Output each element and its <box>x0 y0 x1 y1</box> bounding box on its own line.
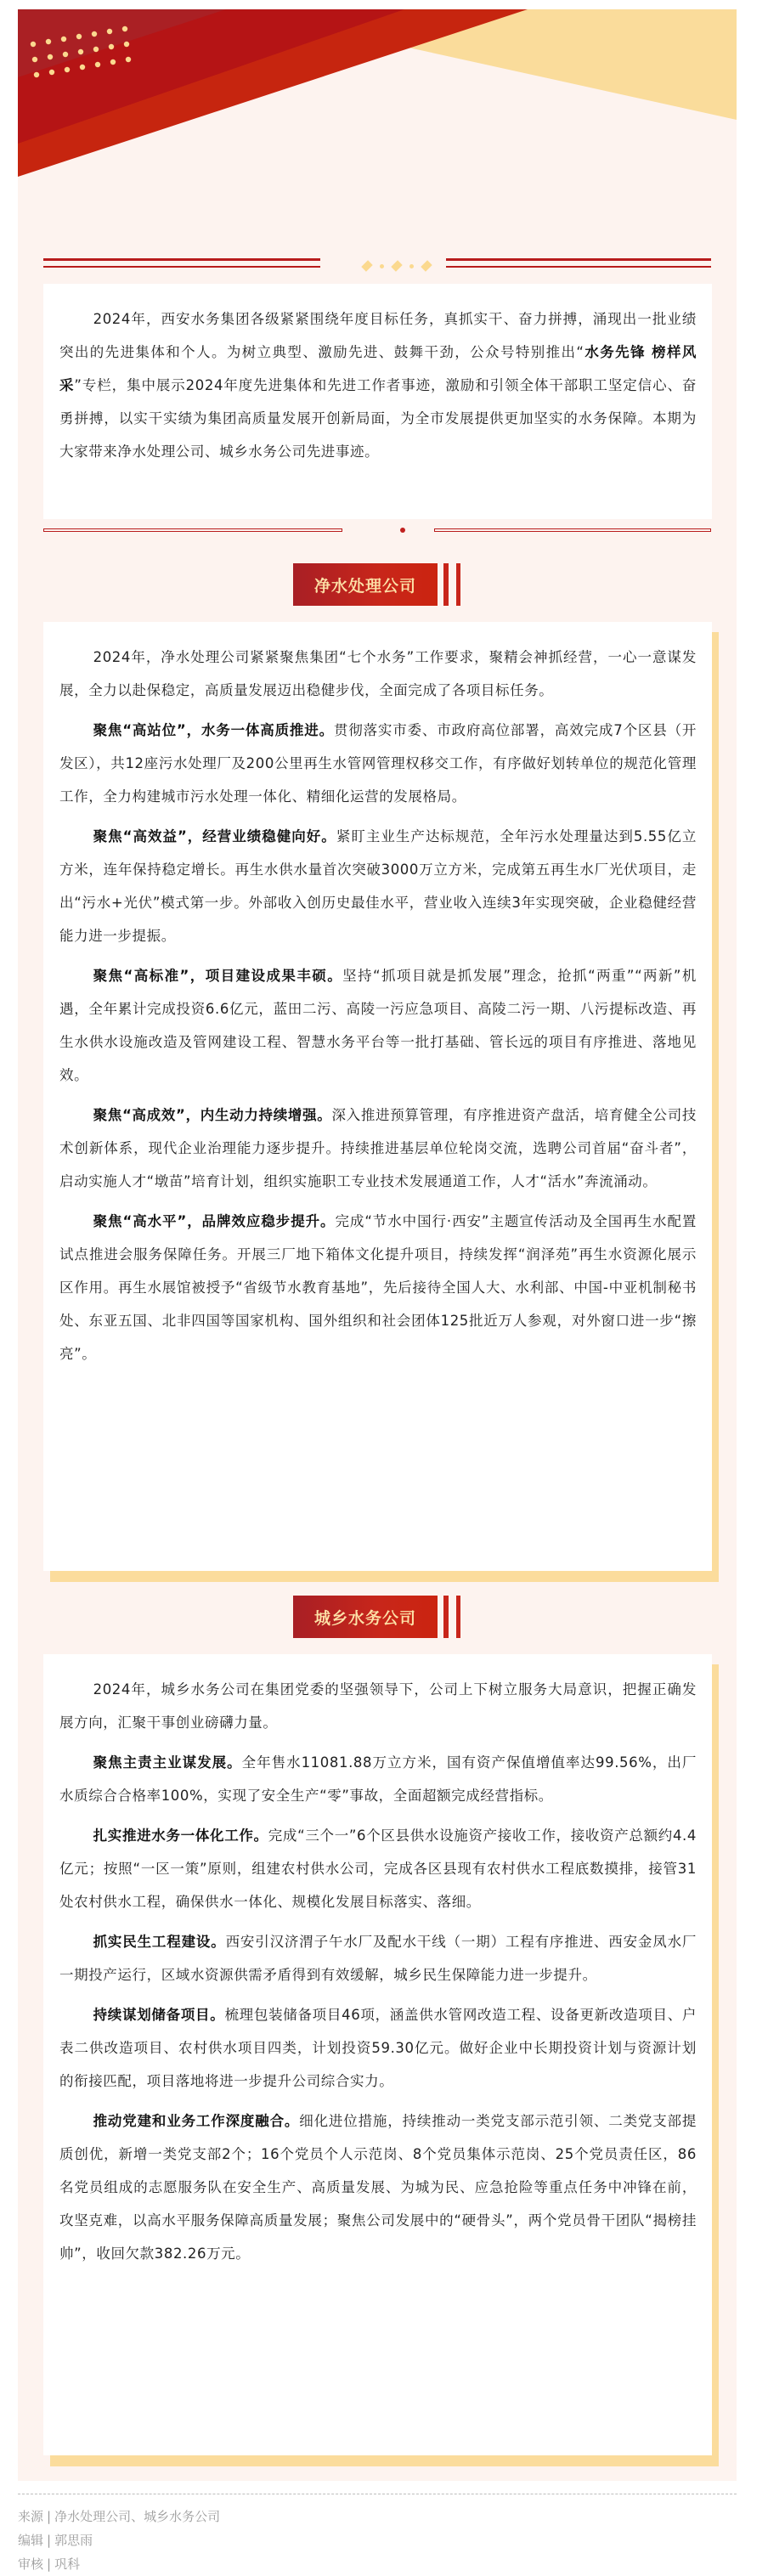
section-box-jingshui <box>43 622 712 1571</box>
paragraph: 持续谋划储备项目。梳理包装储备项目46项，涵盖供水管网改造工程、设备更新改造项目、户表二供改造项目、农村供水项目四类，计划投资59.30亿元。做好企业中长期投资计划与资源计划的衔接匹配，项目落地将进一步提升公司综合实力。 <box>59 2007 697 2089</box>
section-box-chengxiang <box>43 1654 712 2455</box>
paragraph-heading: 聚焦“高站位”，水务一体高质推进。 <box>93 722 334 738</box>
article-card <box>18 9 737 2481</box>
paragraph: 聚焦“高效益”，经营业绩稳健向好。紧盯主业生产达标规范，全年污水处理量达到5.55亿立方米，连年保持稳定增长。再生水供水量首次突破3000万立方米，完成第五再生水厂光伏项目，走出“污水+光伏”模式第一步。外部收入创历史最佳水平，营业收入连续3年实现突破，企业稳健经营能力进一步提振。 <box>59 828 697 944</box>
paragraph-heading: 扎实推进水务一体化工作。 <box>93 1827 268 1844</box>
paragraph: 抓实民生工程建设。西安引汉济渭子午水厂及配水干线（一期）工程有序推进、西安金凤水厂一期投产运行，区域水资源供需矛盾得到有效缓解，城乡民生保障能力进一步提升。 <box>59 1934 697 1983</box>
section-title: 净水处理公司 <box>293 563 438 606</box>
dot-icon <box>400 528 405 533</box>
diamond-ornament-icon <box>363 260 431 272</box>
section-header-chengxiang <box>293 1596 463 1638</box>
paragraph-heading: 聚焦主责主业谋发展。 <box>93 1754 242 1771</box>
column-name: 水务先锋 榜样风采 <box>59 344 697 393</box>
paragraph-heading: 聚焦“高效益”，经营业绩稳健向好。 <box>93 828 336 845</box>
paragraph-heading: 聚焦“高水平”，品牌效应稳步提升。 <box>93 1213 336 1229</box>
credit-source: 来源 | 净水处理公司、城乡水务公司 <box>18 2509 221 2524</box>
section-header-jingshui <box>293 563 463 606</box>
banner-graphic-icon <box>18 9 737 264</box>
paragraph: 聚焦“高站位”，水务一体高质推进。贯彻落实市委、市政府高位部署，高效完成7个区县（开发区），共12座污水处理厂及200公里再生水管网管理权移交工作，有序做好划转单位的规范化管理工作，全力构建城市污水处理一体化、精细化运营的发展格局。 <box>59 722 697 805</box>
article-credits <box>18 2505 220 2576</box>
paragraph: 扎实推进水务一体化工作。完成“三个一”6个区县供水设施资产接收工作，接收资产总额约4.4亿元；按照“一区一策”原则，组建农村供水公司，完成各区县现有农村供水工程底数摸排，接管31处农村供水工程，确保供水一体化、规模化发展目标落实、落细。 <box>59 1827 697 1910</box>
credit-reviewer: 审核 | 巩科 <box>18 2556 81 2572</box>
header-banner <box>18 9 737 264</box>
paragraph: 聚焦“高成效”，内生动力持续增强。深入推进预算管理，有序推进资产盘活，培育健全公司技术创新体系，现代企业治理能力逐步提升。持续推进基层单位轮岗交流，选聘公司首届“奋斗者”，启动实施人才“墩苗”培育计划，组织实施职工专业技术发展通道工作，人才“活水”奔流涌动。 <box>59 1107 697 1189</box>
paragraph-heading: 持续谋划储备项目。 <box>93 2007 225 2023</box>
paragraph-heading: 抓实民生工程建设。 <box>93 1934 226 1950</box>
paragraph: 聚焦“高标准”，项目建设成果丰硕。坚持“抓项目就是抓发展”理念，抢抓“两重”“两新”机遇，全年累计完成投资6.6亿元，蓝田二污、高陵一污应急项目、高陵二污一期、八污提标改造、再生水供水设施改造及管网建设工程、智慧水务平台等一批打基础、管长远的项目有序推进、落地见效。 <box>59 968 697 1083</box>
section-divider <box>43 528 711 536</box>
intro-box <box>43 284 712 519</box>
credit-editor: 编辑 | 郭思雨 <box>18 2533 93 2548</box>
intro-paragraph: 2024年，西安水务集团各级紧紧围绕年度目标任务，真抓实干、奋力拼搏，涌现出一批业绩突出的先进集体和个人。为树立典型、激励先进、鼓舞干劲，公众号特别推出“水务先锋 榜样风采”专栏，集中展示2024年度先进集体和先进工作者事迹，激励和引领全体干部职工坚定信心、奋勇拼搏，以实干实绩为集团高质量发展开创新局面，为全市发展提供更加坚实的水务保障。本期为大家带来净水处理公司、城乡水务公司先进事迹。 <box>59 311 697 460</box>
paragraph: 聚焦“高水平”，品牌效应稳步提升。完成“节水中国行·西安”主题宣传活动及全国再生水配置试点推进会服务保障任务。开展三厂地下箱体文化提升项目，持续发挥“润泽苑”再生水资源化展示区作用。再生水展馆被授予“省级节水教育基地”，先后接待全国人大、水利部、中国-中亚机制秘书处、东亚五国、北非四国等国家机构、国外组织和社会团体125批近万人参观，对外窗口进一步“擦亮”。 <box>59 1213 697 1362</box>
paragraph: 2024年，净水处理公司紧紧聚焦集团“七个水务”工作要求，聚精会神抓经营，一心一意谋发展，全力以赴保稳定，高质量发展迈出稳健步伐，全面完成了各项目标任务。 <box>59 649 697 698</box>
paragraph-heading: 聚焦“高标准”，项目建设成果丰硕。 <box>93 968 343 984</box>
paragraph-heading: 聚焦“高成效”，内生动力持续增强。 <box>93 1107 332 1123</box>
section-title: 城乡水务公司 <box>293 1596 438 1638</box>
ornamental-divider <box>43 258 711 270</box>
paragraph: 2024年，城乡水务公司在集团党委的坚强领导下，公司上下树立服务大局意识，把握正确发展方向，汇聚干事创业磅礴力量。 <box>59 1681 697 1731</box>
paragraph: 聚焦主责主业谋发展。全年售水11081.88万立方米，国有资产保值增值率达99.56%，出厂水质综合合格率100%，实现了安全生产“零”事故，全面超额完成经营指标。 <box>59 1754 697 1804</box>
paragraph-heading: 推动党建和业务工作深度融合。 <box>93 2113 300 2129</box>
paragraph: 推动党建和业务工作深度融合。细化进位措施，持续推动一类党支部示范引领、二类党支部提质创优，新增一类党支部2个；16个党员个人示范岗、8个党员集体示范岗、25个党员责任区，86名党员组成的志愿服务队在安全生产、高质量发展、为城为民、应急抢险等重点任务中冲锋在前，攻坚克难，以高水平服务保障高质量发展；聚焦公司发展中的“硬骨头”，两个党员骨干团队“揭榜挂帅”，收回欠款382.26万元。 <box>59 2113 697 2262</box>
